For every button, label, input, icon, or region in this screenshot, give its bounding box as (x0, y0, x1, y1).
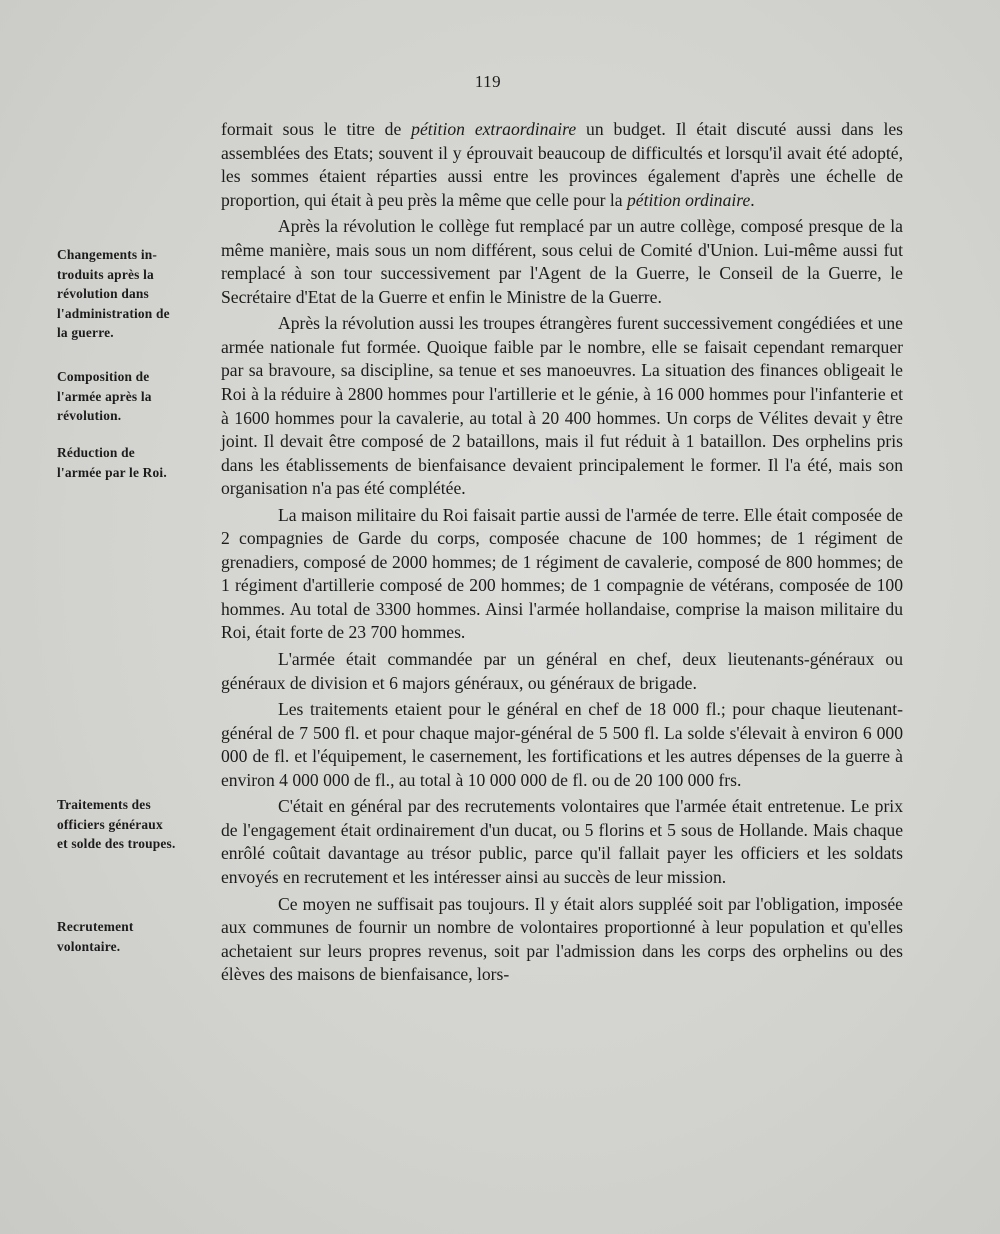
text-run: formait sous le titre de (221, 119, 412, 139)
text-run: un budget. Il était discuté aussi dans les assemblées des Etats; souvent il y éprouvait beaucoup de difficultés et lorsqu'il avait été adopté, les sommes étaient réparties aussi entre les provinces également d'après une échelle de proportion, qui était à peu près la même que celle pour la (221, 119, 903, 210)
page-number: 119 (474, 72, 502, 91)
paragraph-2: Après la révolution le collège fut remplacé par un autre collège, composé presque de la même manière, mais sous un nom différent, sous celui de Comité d'Union. Lui-même aussi fut remplacé à son tour successivement par l'Agent de la Guerre, le Conseil de la Guerre, le Secrétaire d'Etat de la Guerre et enfin le Ministre de la Guerre. (221, 216, 903, 307)
paragraph-1 (221, 118, 903, 212)
margin-note-changements (57, 245, 202, 343)
italic-term: pétition ordinaire (626, 189, 751, 210)
paragraph-7: C'était en général par des recrutements volontaires que l'armée était entretenue. Le prix de l'engagement était ordinairement d'un ducat, ou 5 florins et 5 sous de Hollande. Mais chaque enrôlé coûtait davantage au trésor public, parce qu'il fallait payer les officiers et les soldats envoyés en recrutement et les intéresser ainsi au succès de leur mission. (221, 796, 903, 887)
paragraph-8: Ce moyen ne suffisait pas toujours. Il y était alors suppléé soit par l'obligation, imposée aux communes de fournir un nombre de volontaires proportionné à leur population et qu'elles achetaient sur leurs propres revenus, soit par l'admission dans les corps des orphelins ou des élèves des maisons de bienfaisance, lors- (221, 893, 903, 985)
margin-note-line: l'armée après la (57, 388, 152, 404)
paragraph-5: L'armée était commandée par un général en chef, deux lieutenants-généraux ou généraux de division et 6 majors généraux, ou généraux de brigade. (221, 649, 903, 693)
margin-note-line: troduits après la (57, 266, 154, 282)
margin-note-line: révolution dans (57, 286, 149, 301)
margin-note-line: la guerre. (57, 325, 114, 340)
paragraph-4: La maison militaire du Roi faisait partie aussi de l'armée de terre. Elle était composée de 2 compagnies de Garde du corps, composée chacune de 100 hommes; de 1 régiment de grenadiers, composé de 2000 hommes; de 1 régiment de cavalerie, composé de 800 hommes; de 1 régiment d'artillerie composé de 200 hommes; de 1 compagnie de vétérans, composée de 100 hommes. Au total de 3300 hommes. Ainsi l'armée hollandaise, comprise la maison militaire du Roi, était forte de 23 700 hommes. (221, 504, 903, 643)
margin-note-line: Recrutement (57, 919, 134, 934)
margin-note-line: l'armée par le Roi. (57, 464, 167, 480)
margin-note-line: révolution. (57, 408, 122, 423)
margin-note-traitements (57, 795, 202, 854)
text-run: . (750, 189, 755, 210)
margin-note-reduction (57, 443, 202, 482)
paragraph-6: Les traitements etaient pour le général en chef de 18 000 fl.; pour chaque lieutenant-général de 7 500 fl. et pour chaque major-général de 5 500 fl. La solde s'élevait à environ 6 000 000 de fl. et l'équipement, le casernement, les fortifications et les autres dépenses de la guerre à environ 4 000 000 de fl., au total à 10 000 000 de fl. ou de 20 100 000 frs. (221, 699, 903, 790)
margin-note-line: Changements in- (57, 247, 158, 262)
margin-note-line: officiers généraux (57, 816, 163, 832)
margin-note-line: Réduction de (57, 445, 135, 460)
margin-note-line: Composition de (57, 369, 150, 384)
margin-note-line: et solde des troupes. (57, 836, 176, 851)
body-text (221, 118, 903, 987)
margin-note-recrutement (57, 917, 202, 956)
margin-note-line: Traitements des (57, 797, 151, 812)
italic-term: pétition extraordinaire (411, 119, 577, 139)
paragraph-3: Après la révolution aussi les troupes étrangères furent successivement congédiées et une armée nationale fut formée. Quoique faible par le nombre, elle se faisait cependant remarquer par sa bravoure, sa discipline, sa tenue et ses manoeuvres. La situation des finances obligeait le Roi à la réduire à 2800 hommes pour l'artillerie et le génie, à 16 000 hommes pour l'infanterie et à 1600 hommes pour la cavalerie, au total à 20 400 hommes. Un corps de Vélites devait y être joint. Il devait être composé de 2 bataillons, mais il fut réduit à 1 bataillon. Des orphelins pris dans les établissements de bienfaisance devaient principalement le former. Il l'a été, mais son organisation n'a pas été complétée. (221, 313, 903, 499)
margin-note-composition (57, 367, 202, 426)
margin-note-line: volontaire. (57, 938, 121, 954)
margin-note-line: l'administration de (57, 305, 170, 321)
